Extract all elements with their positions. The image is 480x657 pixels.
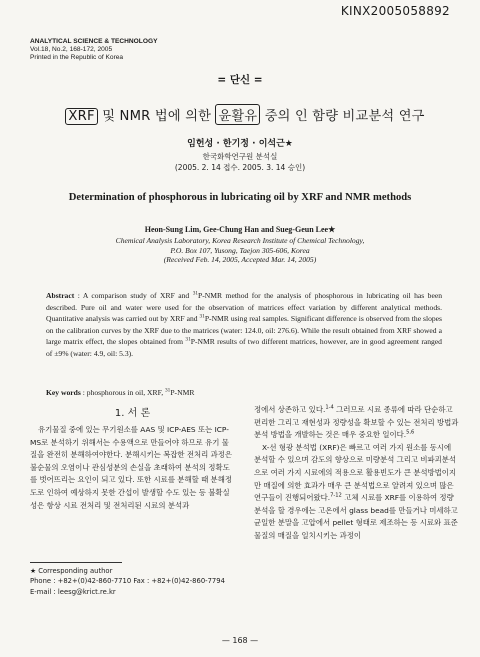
title-segment: 중의 인 함량 비교분석 연구	[260, 109, 425, 124]
journal-volume: Vol.18, No.2, 168-172, 2005	[30, 46, 113, 53]
keywords-label: Key words	[46, 388, 81, 397]
abstract-text: P-NMR results of two different matrices, however, are in good agreement ranged of ±9% (water: 4.9, oil: 5.3).	[46, 337, 442, 358]
corresponding-author: ★ Corresponding author	[30, 567, 113, 575]
contact-phone: Phone : +82+(0)42-860-7710 Fax : +82+(0)42-860-7794	[30, 577, 225, 586]
abstract-label: Abstract	[46, 291, 75, 300]
title-segment: 및 NMR 법에 의한	[97, 109, 216, 124]
abstract-text: P-NMR using real samples. Significant difference is observed from the slopes on the calibration curves by the XRF due to the matrices (water: 124.0, oil: 276.6). While the result obtained from XRF showed a large matrix effect, the slopes obtained from	[46, 314, 442, 347]
title-highlight-lubricant: 윤활유	[215, 104, 260, 125]
keywords-text: : phosphorous in oil, XRF,	[80, 388, 166, 397]
body-text: X-선 형광 분석법 (XRF)은 빠르고 여러 가지 원소를 동시에 분석할 수 있으며 감도의 향상으로 미량분석 그리고 비파괴분석으로 여러 가지 시료에의 적용으로 활용빈도가 큰 분석방법이지만 매질에 의한 효과가 매우 큰 분석법으로 알려져 있으며 많은 연구들이 진행되어왔다.	[254, 442, 457, 503]
superscript: 31	[165, 387, 171, 394]
korean-dates: (2005. 2. 14 접수. 2005. 3. 14 승인)	[174, 163, 306, 172]
korean-affiliation: 한국화학연구원 분석실	[202, 152, 278, 161]
english-affiliation	[0, 236, 480, 265]
keywords	[46, 388, 442, 397]
citation: 5,6	[406, 429, 415, 436]
citation: 7-12	[330, 492, 342, 499]
body-paragraph	[254, 404, 459, 442]
page-number: — 168 —	[221, 636, 259, 645]
body-text: 정에서 상존하고 있다.	[254, 405, 326, 414]
affiliation-line: Chemical Analysis Laboratory, Korea Research Institute of Chemical Technology,	[115, 236, 365, 245]
section-tag: = 단신 =	[217, 74, 263, 86]
citation: 1-4	[325, 404, 334, 411]
body-paragraph: 유기물질 중에 있는 무기원소를 AAS 및 ICP-AES 또는 ICP-MS로 분석하기 위해서는 수용액으로 만들어야 하므로 유기 물질을 완전히 분해하여야한다. 분해시키는 복잡한 전처리 과정은 불순물의 오염이나 관심성분의 손실을 초래하여 분석의 정확도를 벗어뜨리는 요인이 되고 있다. 또한 시료를 분해할 때 분해정도로 인하여 예상하지 못한 간섭이 발생할 수도 있는 등 불확실성은 항상 시료 전처리 및 전처리된 시료의 분석과	[30, 425, 233, 510]
footnote-divider	[30, 562, 122, 563]
title-highlight-xrf: XRF	[65, 108, 97, 125]
contact-email: E-mail : leesg@krict.re.kr	[30, 587, 116, 596]
section-heading-introduction: 1. 서 론	[114, 408, 151, 419]
journal-header	[30, 38, 158, 62]
english-authors: Heon-Sung Lim, Gee-Chung Han and Sueg-Geun Lee★	[144, 225, 336, 234]
superscript: 31	[199, 313, 205, 320]
superscript: 31	[185, 336, 191, 343]
abstract-text: : A comparison study of XRF and	[74, 291, 193, 300]
body-text: 그러므로 시료 종류에 따라 단순하고 편리한 그리고 재현성과 정량성을 확보할 수 있는 전처리 방법과 분석 방법을 개발하는 것은 매우 중요한 일이다.	[254, 405, 459, 440]
journal-printed: Printed in the Republic of Korea	[30, 54, 124, 61]
superscript: 31	[192, 290, 199, 297]
body-paragraph	[254, 442, 459, 543]
english-title: Determination of phosphorous in lubricating oil by XRF and NMR methods	[68, 192, 412, 203]
abstract	[46, 290, 442, 360]
received-dates: (Received Feb. 14, 2005, Accepted Mar. 14, 2005)	[163, 255, 317, 265]
body-column-left	[30, 424, 235, 512]
korean-title	[30, 104, 460, 125]
journal-name: ANALYTICAL SCIENCE & TECHNOLOGY	[30, 38, 158, 45]
abstract-text: P-NMR method for the analysis of phosphorous in lubricating oil has been described. Pure oil and water were used for the observation of matrices effect variation by different analytical methods. Quantitative analysis was carried out by XRF and	[46, 291, 442, 324]
body-column-right	[254, 404, 459, 543]
body-text: 고체 시료를 XRF를 이용하여 정량 분석을 할 경우에는 고온에서 glass bead를 만들거나 미세하고 균일한 분말을 고압에서 pellet 형태로 제조하는 등 시료와 표준물질의 매질을 일치시키는 과정이	[254, 493, 458, 540]
korean-authors: 임헌성 · 한기정 · 이석근★	[187, 139, 293, 149]
affiliation-line: P.O. Box 107, Yusong, Taejon 305-606, Korea	[170, 245, 310, 255]
document-id: KINX2005058892	[340, 4, 450, 18]
keywords-text: P-NMR	[170, 388, 195, 397]
footnote	[30, 566, 235, 597]
